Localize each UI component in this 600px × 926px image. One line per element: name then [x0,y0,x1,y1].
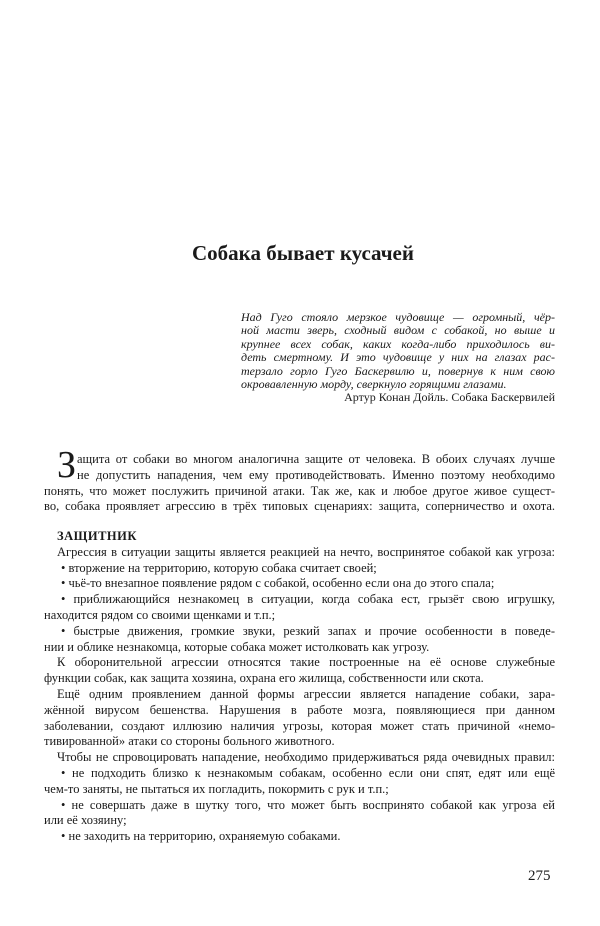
epigraph-line: Над Гуго стояло мерзкое чудовище — огромный, чёр- [241,310,555,324]
text-line: Агрессия в ситуации защиты является реакцией на нечто, воспринятое собакой как угроза: [57,544,555,559]
page-number: 275 [528,868,551,884]
text-line: • не подходить близко к незнакомым собакам, особенно если они спят, едят или ещё [61,765,555,780]
text-line: • не совершать даже в шутку того, что может быть воспринято собакой как угроза ей [61,797,555,812]
epigraph-author: Артур Конан Дойль. Собака Баскервилей [344,390,555,405]
text-line: во, собака проявляет агрессию в трёх типовых сценариях: защита, соперничество и охота. [44,499,555,514]
intro-paragraph [44,444,555,515]
epigraph-line: окровавленную морду, сверкнуло горящими глазами. [241,376,507,391]
drop-cap: З [57,444,77,486]
text-line: Чтобы не спровоцировать нападение, необходимо придерживаться ряда очевидных правил: [57,750,555,765]
epigraph-line: крупнее всех собак, каких когда-либо приходилось ви- [241,336,555,351]
text-line: • приближающийся незнакомец в ситуации, когда собака ест, грызёт свою игрушку, [61,592,555,607]
epigraph-line: деть смертному. И это чудовище у них на глазах рас- [241,350,555,365]
text-line: • чьё-то внезапное появление рядом с собакой, особенно если она до этого спала; [61,576,495,591]
text-line: • вторжение на территорию, которую собака считает своей; [61,560,377,575]
text-line: заболевании, создают иллюзию наличия угрозы, которая может стать причиной «немо- [44,718,555,733]
chapter-title: Собака бывает кусачей [192,241,414,265]
text-line: жённой вирусом бешенства. Нарушения в работе мозга, появляющиеся при данном [44,702,555,717]
text-line: • не заходить на территорию, охраняемую собаками. [61,829,341,844]
text-line: понять, что может послужить причиной атаки. Так же, как и любое другое живое сущест- [44,483,555,498]
text-line: или её хозяину; [44,813,127,828]
text-line: функции собак, как защита хозяина, охрана его жилища, собственности или скота. [44,671,484,686]
text-line: не допустить нападения, чем ему противодействовать. Именно поэтому необходимо [77,467,555,482]
text-line: Ещё одним проявлением данной формы агрессии является нападение собаки, зара- [57,686,555,701]
text-line: К оборонительной агрессии относятся такие построенные на её основе служебные [57,655,555,670]
text-line: ащита от собаки во многом аналогична защите от человека. В обоих случаях лучше [77,452,555,466]
section-defender [44,529,555,845]
section-heading: ЗАЩИТНИК [57,529,137,543]
text-line: нии и облике незнакомца, которые собака может истолковать как угрозу. [44,639,430,654]
text-line: • быстрые движения, громкие звуки, резкий запах и прочие особенности в поведе- [61,623,555,638]
text-line: тивированной» атаки со стороны больного животного. [44,734,335,749]
epigraph-line: терзало горло Гуго Баскервилю и, повернув к ним свою [241,363,555,378]
text-line: находится рядом со своими щенками и т.п.; [44,607,276,622]
text-line: чем-то заняты, не пытаться их погладить, покормить с рук и т.п.; [44,781,389,796]
epigraph [241,311,555,405]
epigraph-line: ной масти зверь, сходный видом с собакой, но выше и [241,323,555,338]
